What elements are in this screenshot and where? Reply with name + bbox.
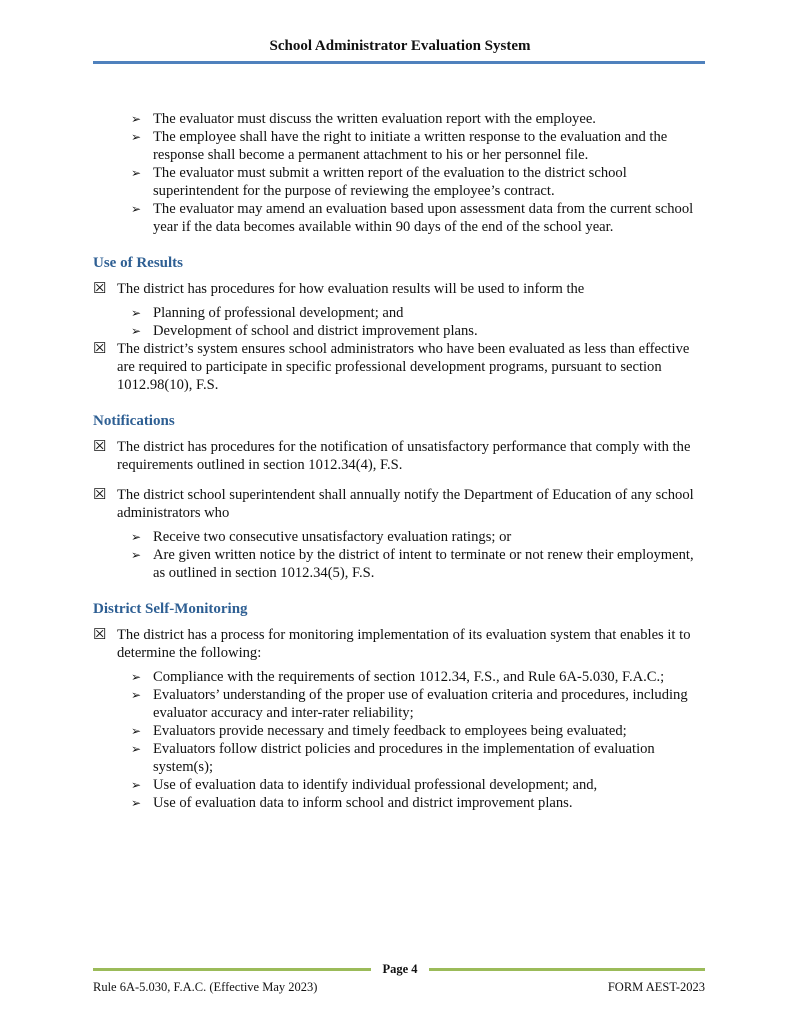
- checklist-item: ☒ The district has a process for monitoring implementation of its evaluation system that enables it to determine the following:: [93, 627, 691, 661]
- checked-box-icon: ☒: [93, 439, 107, 455]
- header-title: School Administrator Evaluation System: [269, 38, 531, 54]
- list-item: ➢ The evaluator must submit a written report of the evaluation to the district school superintendent for the purpose of reviewing the employee’s contract.: [131, 165, 627, 199]
- checked-box-icon: ☒: [93, 341, 107, 357]
- checklist-item: ☒ The district has procedures for the notification of unsatisfactory performance that comply with the requirements outlined in section 1012.34(4), F.S.: [93, 439, 691, 473]
- footer-rule-right: [429, 968, 705, 971]
- list-item: ➢ Development of school and district improvement plans.: [131, 323, 478, 339]
- checklist-item: ☒ The district has procedures for how evaluation results will be used to inform the: [93, 281, 585, 297]
- list-item: ➢ The evaluator must discuss the written evaluation report with the employee.: [131, 111, 596, 127]
- arrow-bullet-icon: ➢: [131, 796, 142, 810]
- arrow-bullet-icon: ➢: [131, 688, 142, 702]
- arrow-bullet-icon: ➢: [131, 324, 142, 338]
- list-item: ➢ Planning of professional development; and: [131, 305, 404, 321]
- arrow-bullet-icon: ➢: [131, 742, 142, 756]
- list-item: ➢ Evaluators provide necessary and timely feedback to employees being evaluated;: [131, 723, 627, 739]
- arrow-bullet-icon: ➢: [131, 778, 142, 792]
- intro-bullet-list: [93, 110, 708, 236]
- arrow-bullet-icon: ➢: [131, 670, 142, 684]
- arrow-bullet-icon: ➢: [131, 202, 142, 216]
- arrow-bullet-icon: ➢: [131, 166, 142, 180]
- section-heading-self-monitoring: District Self-Monitoring: [93, 601, 248, 617]
- self-monitoring-bullet-list: [93, 668, 708, 812]
- list-item: ➢ Evaluators’ understanding of the proper use of evaluation criteria and procedures, including evaluator accuracy and inter-rater reliability;: [131, 687, 688, 721]
- arrow-bullet-icon: ➢: [131, 130, 142, 144]
- checklist-item: ☒ The district’s system ensures school administrators who have been evaluated as less than effective are required to participate in specific professional development programs, pursuant to section 1012.98(10), F.S.: [93, 341, 690, 393]
- section-heading-notifications: Notifications: [93, 413, 175, 429]
- list-item: ➢ Receive two consecutive unsatisfactory evaluation ratings; or: [131, 529, 512, 545]
- header-rule: [93, 61, 705, 64]
- list-item: ➢ The employee shall have the right to initiate a written response to the evaluation and the response shall become a permanent attachment to his or her personnel file.: [131, 129, 668, 163]
- list-item: ➢ Use of evaluation data to inform school and district improvement plans.: [131, 795, 573, 811]
- page-number: Page 4: [382, 962, 418, 976]
- checked-box-icon: ☒: [93, 627, 107, 643]
- arrow-bullet-icon: ➢: [131, 530, 142, 544]
- checklist-item: ☒ The district school superintendent shall annually notify the Department of Education of any school administrators who: [93, 487, 694, 521]
- checked-box-icon: ☒: [93, 487, 107, 503]
- section-heading-use-of-results: Use of Results: [93, 255, 183, 271]
- arrow-bullet-icon: ➢: [131, 112, 142, 126]
- footer-rule-citation: Rule 6A-5.030, F.A.C. (Effective May 2023): [93, 980, 318, 994]
- checked-box-icon: ☒: [93, 281, 107, 297]
- page-content: [93, 110, 708, 812]
- use-of-results-bullet-list: [93, 304, 708, 340]
- list-item: ➢ Compliance with the requirements of section 1012.34, F.S., and Rule 6A-5.030, F.A.C.;: [131, 669, 665, 685]
- arrow-bullet-icon: ➢: [131, 548, 142, 562]
- list-item: ➢ Use of evaluation data to identify individual professional development; and,: [131, 777, 598, 793]
- footer-form-id: FORM AEST-2023: [607, 980, 705, 994]
- list-item: ➢ Evaluators follow district policies and procedures in the implementation of evaluation system(s);: [131, 741, 655, 775]
- arrow-bullet-icon: ➢: [131, 306, 142, 320]
- list-item: ➢ Are given written notice by the district of intent to terminate or not renew their employment, as outlined in section 1012.34(5), F.S.: [131, 547, 694, 581]
- arrow-bullet-icon: ➢: [131, 724, 142, 738]
- list-item: ➢ The evaluator may amend an evaluation based upon assessment data from the current school year if the data becomes available within 90 days of the end of the school year.: [131, 201, 694, 235]
- notifications-bullet-list: [93, 528, 708, 582]
- footer-rule-left: [93, 968, 371, 971]
